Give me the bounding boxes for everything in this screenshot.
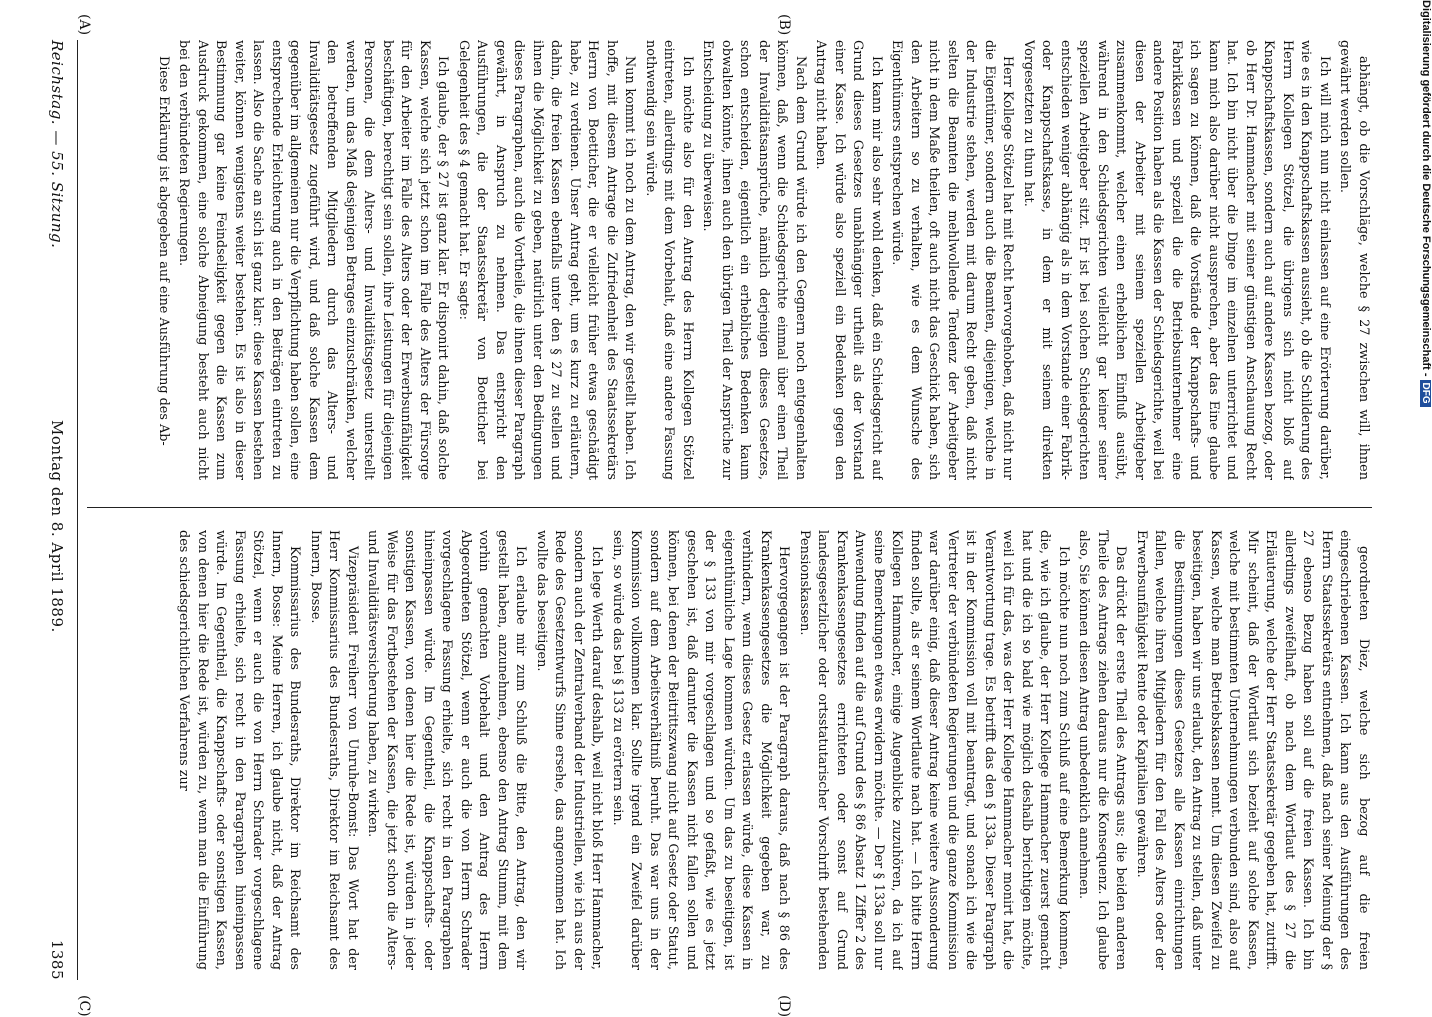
paragraph: Herr Kollege Stötzel hat mit Recht hervorgehoben, daß nicht nur die Eigentümer, sondern auch die Beamten, diejenigen, welche in der Industrie stehen, werden mit darum Recht geben, daß nicht selten die Beamten die mehlwollende Tendenz der Arbeitgeber nicht in dem Maße theilen, oft auch nicht das Geschick haben, sich den Arbeitern so zu verhalten, wie es dem Wunsche des Eigenthümers entsprechen würde. [889, 40, 1016, 480]
paragraph: Nach dem Grund würde ich den Gegnern noch entgegenhalten können, daß, wenn die Schiedsgerichte einmal über einen Theil der Invaliditätsansprüche, nämlich derjenigen dieses Gesetzes, schon entscheiden, eigentlich ein erhebliches Bedenken kaum obwalten könnte, ihnen auch den übrigen Theil der Ansprüche zur Entscheidung zu überweisen. [700, 40, 808, 480]
header-left: Reichstag. — 55. Sitzung. [48, 40, 66, 249]
header-rule [77, 40, 78, 980]
credit-text: Digitalisierung gefördert durch die Deutsche Forschungsgemeinschaft - [1420, 0, 1432, 377]
paragraph: Nun kommt ich noch zu dem Antrag, den wir gestellt haben. Ich hoffe, mit diesem Antrage die Zufriedenheit des Staatssekretärs Herrn von Boetticher, die er vielleicht früher etwas geschädigt habe, zu verdienen. Unser Antrag geht, um es kurz zu erläutern, dahin, die freien Kassen ebenfalls unter den § 27 zu stellen und ihnen die Möglichkeit zu geben, natürlich unter den Bedingungen dieses Paragraphen, auch die Vortheile, die ihnen dieser Paragraph gewährt, in Anspruch zu nehmen. Das entspricht den Ausführungen, die der Staatssekretär von Boetticher bei Gelegenheit des § 4 gemacht hat. Er sagte: [456, 40, 638, 480]
paragraph: Ich lege Werth darauf deshalb, weil nicht bloß Herr Hammacher, sondern auch der Zentralverband der Industriellen, wie ich aus der Rede des Gesetzentwurfs Sinne ersehe, das angenommen hat. Ich wollte das beseitigen. [534, 530, 605, 970]
margin-marker-c: (C) [76, 995, 92, 1017]
header-date: Montag den 8. April 1889. [48, 420, 66, 633]
page-number: 1385 [48, 939, 66, 980]
page-header [40, 40, 70, 980]
paragraph: Ich will mich nun nicht einlassen auf eine Erörterung darüber, wie es in den Knappschaftskassen aussieht, ob die Schilderung des Herrn Kollegen Stötzel, die übrigens sich nicht bloß auf Knappschaftskassen, sondern auch auf andere Kassen bezog, oder ob Herr Dr. Hammacher mit seiner günstigen Anschauung Recht hat. Ich bin nicht über die Dinge im einzelnen unterrichtet und kann mich also darüber nicht aussprechen, aber das Eine glaube ich sagen zu können, daß die Vorstände der Knappschafts- und Fabrikkassen und speziell die die Betriebsunternehmer eine andere Position haben als die Kassen der Schiedsgerichte, weil bei diesen der Arbeiter mit seinem speziellen Arbeitgeber zusammenkommt, welcher einen erheblichen Einfluß ausübt, während in den Schiedsgerichten vielleicht gar keiner seiner speziellen Arbeitgeber sitzt. Er ist bei solchen Schiedsgerichten entschieden weniger abhängig als in dem Vorstande einer Fabrik- oder Knappschaftskasse, in dem er mit seinem direkten Vorgesetzten zu thun hat. [1021, 40, 1332, 480]
dfg-logo: DFG [1420, 380, 1431, 407]
paragraph: Ich glaube, der § 27 ist ganz klar. Er disponirt dahin, daß solche Kassen, welche sich jetzt schon im Falle des Alters der Fürsorge für den Arbeiter im Falle des Alters oder der Erwerbsunfähigkeit beschäftigen, berechtigt sein sollen, ihre Leistungen für diejenigen Personen, die dem Alters- und Invaliditätsgesetz unterstellt werden, um das Maß desjenigen Betrages einzuschränken, welcher den betreffenden Mitgliedern durch das Alters- und Invaliditätsgesetz zugeführt wird, und daß solche Kassen dem gegenüber im allgemeinen nur die Verpflichtung haben sollen, eine entsprechende Erleichterung auch in den Beiträgen eintreten zu lassen. Also die Sache an sich ist ganz klar: diese Kassen bestehen weiter, können wenigstens weiter bestehen. Es ist also in dieser Bestimmung gar keine Feindseligkeit gegen die Kassen zum Ausdruck gekommen, eine solche Abneigung besteht auch nicht bei den verbündeten Regierungen. [176, 40, 451, 480]
left-column [87, 40, 1372, 480]
paragraph: Ich kann mir also sehr wohl denken, daß ein Schiedsgericht auf Grund dieses Gesetzes unabhängiger urtheilt als der Vorstand einer Kasse. Ich würde also speziell ein Bedenken gegen den Antrag nicht haben. [813, 40, 884, 480]
paragraph: Hervorgegangen ist der Paragraph daraus, daß nach § 86 des Krankenkassengesetzes die Möglichkeit gegeben war, zu verhindern, wenn dieses Gesetz erlassen würde, diese Kassen in eigenthümliche Lage kommen würden. Um das zu beseitigen, ist der § 133 von mir vorgeschlagen und so gefaßt, wie es jetzt geschehen ist, daß darunter die Kassen nicht fallen sollen und können, bei denen der Beitrittszwang nicht auf Gesetz oder Statut, sondern auf dem Arbeitsverhältniß beruht. Das war uns in der Kommission vollkommen klar. Sollte irgend ein Zweifel darüber sein, so würde das bei § 133 zu erörtern sein. [610, 530, 792, 970]
paragraph: Kommissarius des Bundesraths, Direktor im Reichsamt des Innern, Bosse: Meine Herren, ich glaube nicht, daß der Antrag Stötzel, wenn er auch die von Herrn Schrader vorgeschlagene Fassung erhielte, sich recht in den Paragraphen hineinpassen würde. Im Gegentheil, die Knappschafts- oder sonstigen Kassen, von denen hier die Rede ist, würden zu, wenn man die Einführung des schiedsgerichtlichen Verfahrens zur [176, 530, 303, 970]
margin-marker-a: (A) [76, 14, 92, 36]
digitization-credit [1412, 0, 1432, 1000]
margin-marker-d: (D) [776, 995, 792, 1017]
paragraph: Das drückt der erste Theil des Antrags aus; die beiden anderen Theile des Antrags ziehen daraus nur die Konsequenz. Ich glaube also, Sie können diesen Antrag unbedenklich annehmen. [1076, 530, 1129, 970]
paragraph: Diese Erklärung ist abgegeben auf eine Ausführung des Ab- [156, 56, 171, 446]
paragraph: abhängt, ob die Vorschläge, welche § 27 zwischen will, ihnen gewährt werden sollen. [1337, 40, 1371, 480]
paragraph: Ich möchte also für den Antrag des Herrn Kollegen Stötzel eintreten, allerdings mit dem Vorbehalt, daß eine andere Fassung nothwendig sein würde. [643, 40, 695, 480]
paragraph: Ich erlaube mir zum Schluß die Bitte, den Antrag, den wir gestellt haben, anzunehmen, ebenso den Antrag Stumm, mit dem vorhin gemachten Vorbehalt und den Antrag des Herrn Abgeordneten Stötzel, wenn er auch die von Herrn Schrader vorgeschlagene Fassung erhielte, sich recht in den Paragraphen hineinpassen würde. Im Gegentheil, die Knappschafts- oder sonstigen Kassen, von denen hier die Rede ist, würden in jeder Weise für das Fortbestehen der Kassen, die jetzt schon die Alters- und Invaliditätsversicherung haben, zu wirken. [365, 530, 529, 970]
right-column [87, 530, 1372, 970]
column-divider [87, 507, 1372, 508]
paragraph: geordneten Diez, welche sich bezog auf die freien eingeschriebenen Kassen. Ich kann aus den Ausführungen des Herrn Staatssekretärs entnehmen, daß nach seiner Meinung der § 27 ebenso Bezug haben soll auf die freien Kassen. Ich bin allerdings zweifelhaft, ob nach dem Wortlaut des § 27 die Erläuterung, welche der Herr Staatssekretär gegeben hat, zutrifft. Mir scheint, daß der Wortlaut sich bezieht auf solche Kassen, welche mit bestimmten Unternehmungen verbunden sind, also auf Kassen, welche man Betriebskassen nennt. Um diesen Zweifel zu beseitigen, haben wir uns erlaubt, den Antrag zu stellen, daß unter die Bestimmungen dieses Gesetzes alle Kassen einrichtungen fallen, welche ihren Mitgliedern für den Fall des Alters oder der Erwerbsunfähigkeit Rente oder Kapitalien gewähren. [1134, 530, 1371, 970]
paragraph: Ich möchte nun noch zum Schluß auf eine Bemerkung kommen, die, wie ich glaube, der Herr Kollege Hammacher zuerst gemacht hat und die ich so bald wie möglich deshalb berichtigen möchte, weil ich für das, was der Herr Kollege Hammacher monirt hat, die Verantwortung trage. Es betrifft das den § 133a. Dieser Paragraph ist in der Kommission voll mit beantragt, und sonach ich wie die Vertreter der verbündeten Regierungen und die ganze Kommission war darüber einig, daß dieser Antrag keine weitere Aussonderung finden sollte, als er seinem Wortlaute nach hat. — Ich bitte Herrn Kollegen Hammacher, einige Augenblicke zuzuhören, da ich auf seine Bemerkungen etwas erwidern möchte. — Der § 133a soll nur Anwendung finden auf die auf Grund des § 86 Absatz 1 Ziffer 2 des Krankenkassengesetzes errichteten oder sonst auf Grund landesgesetzlicher oder ortsstatutarischer Vorschrift bestehenden Pensionskassen. [797, 530, 1071, 970]
paragraph: Vizepräsident Freiherr von Unruhe-Bomst: Das Wort hat der Herr Kommissarius des Bundesraths, Direktor im Reichsamt des Innern, Bosse. [308, 530, 360, 970]
margin-marker-b: (B) [776, 14, 792, 36]
